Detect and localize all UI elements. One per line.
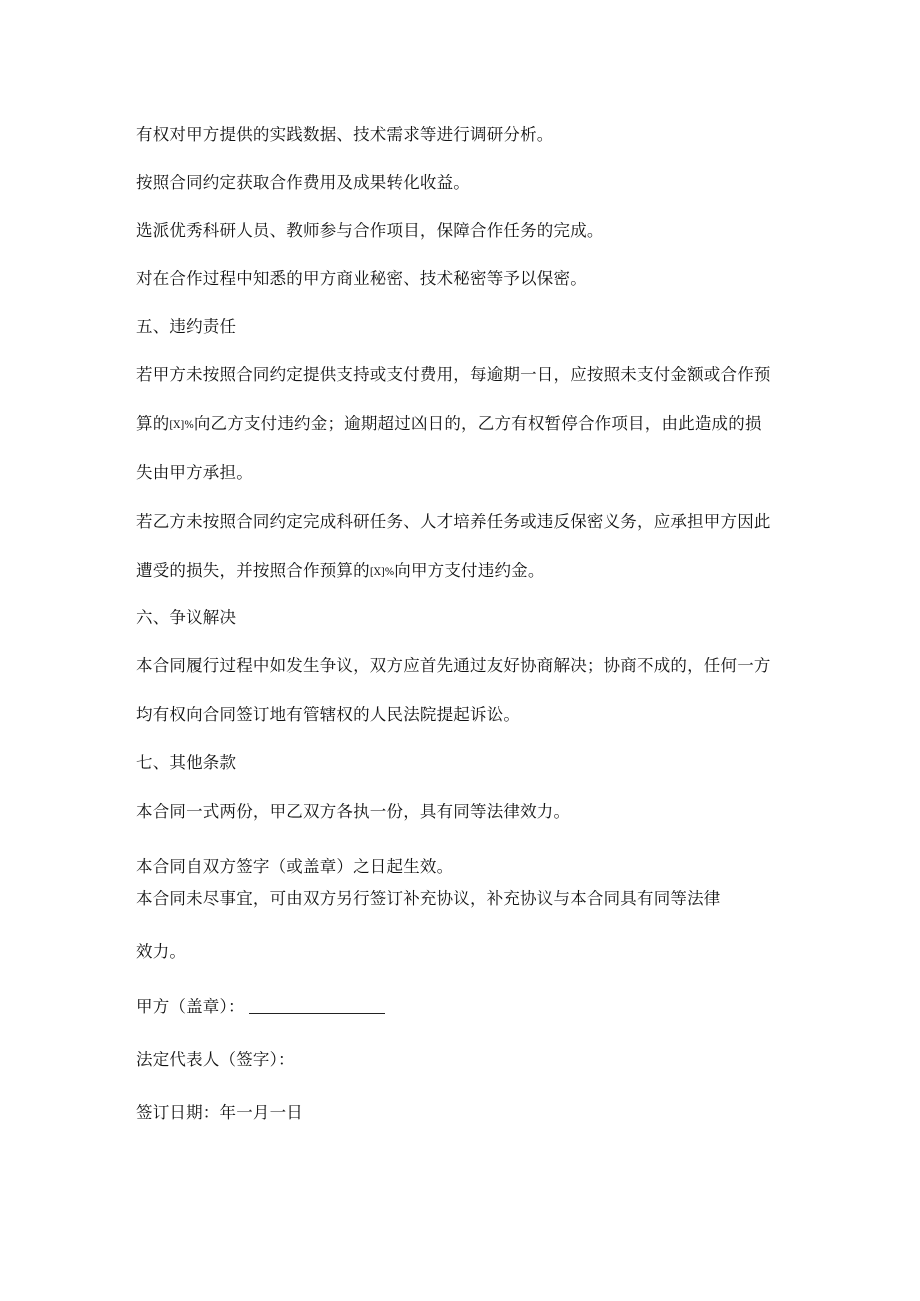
text-line-8: 失由甲方承担。 — [136, 463, 253, 482]
text-line-2: 按照合同约定获取合作费用及成果转化收益。 — [136, 173, 470, 192]
text-line-6: 若甲方未按照合同约定提供支持或支付费用，每逾期一日，应按照未支付金额或合作预 — [136, 365, 771, 384]
text-line-3: 选派优秀科研人员、教师参与合作项目，保障合作任务的完成。 — [136, 221, 604, 240]
text-line-7 — [136, 413, 762, 437]
party-a-signature-line — [136, 996, 385, 1018]
text-line-12: 本合同履行过程中如发生争议，双方应首先通过友好协商解决；协商不成的，任何一方 — [136, 656, 771, 675]
text-line-7-part-a: 算的 — [136, 414, 170, 433]
signing-date-line: 签订日期：年一月一日 — [136, 1103, 303, 1122]
section-heading-breach: 五、违约责任 — [136, 317, 237, 336]
text-line-17: 本合同未尽事宜，可由双方另行签订补充协议，补充协议与本合同具有同等法律 — [136, 889, 721, 908]
party-a-label: 甲方（盖章）： — [136, 997, 245, 1016]
text-line-16: 本合同自双方签字（或盖章）之日起生效。 — [136, 857, 454, 876]
text-line-10 — [136, 560, 545, 584]
percent-placeholder: [X]% — [169, 420, 194, 431]
party-a-blank[interactable] — [249, 999, 385, 1014]
percent-placeholder: [X]% — [369, 567, 395, 578]
text-line-9: 若乙方未按照合同约定完成科研任务、人才培养任务或违反保密义务，应承担甲方因此 — [136, 512, 771, 531]
text-line-7-part-c: 向乙方支付违约金；逾期超过凶日的，乙方有权暂停合作项目，由此造成的损 — [193, 414, 762, 433]
text-line-4: 对在合作过程中知悉的甲方商业秘密、技术秘密等予以保密。 — [136, 269, 587, 288]
text-line-13: 均有权向合同签订地有管辖权的人民法院提起诉讼。 — [136, 705, 521, 724]
text-line-10-part-c: 向甲方支付违约金。 — [394, 561, 545, 580]
text-line-15: 本合同一式两份，甲乙双方各执一份，具有同等法律效力。 — [136, 802, 571, 821]
text-line-1: 有权对甲方提供的实践数据、技术需求等进行调研分析。 — [136, 125, 554, 144]
text-line-10-part-a: 遭受的损失，并按照合作预算的 — [136, 561, 370, 580]
section-heading-other: 七、其他条款 — [136, 753, 237, 772]
legal-representative-line: 法定代表人（签字）： — [136, 1050, 295, 1069]
section-heading-dispute: 六、争议解决 — [136, 608, 237, 627]
text-line-18: 效力。 — [136, 942, 187, 961]
